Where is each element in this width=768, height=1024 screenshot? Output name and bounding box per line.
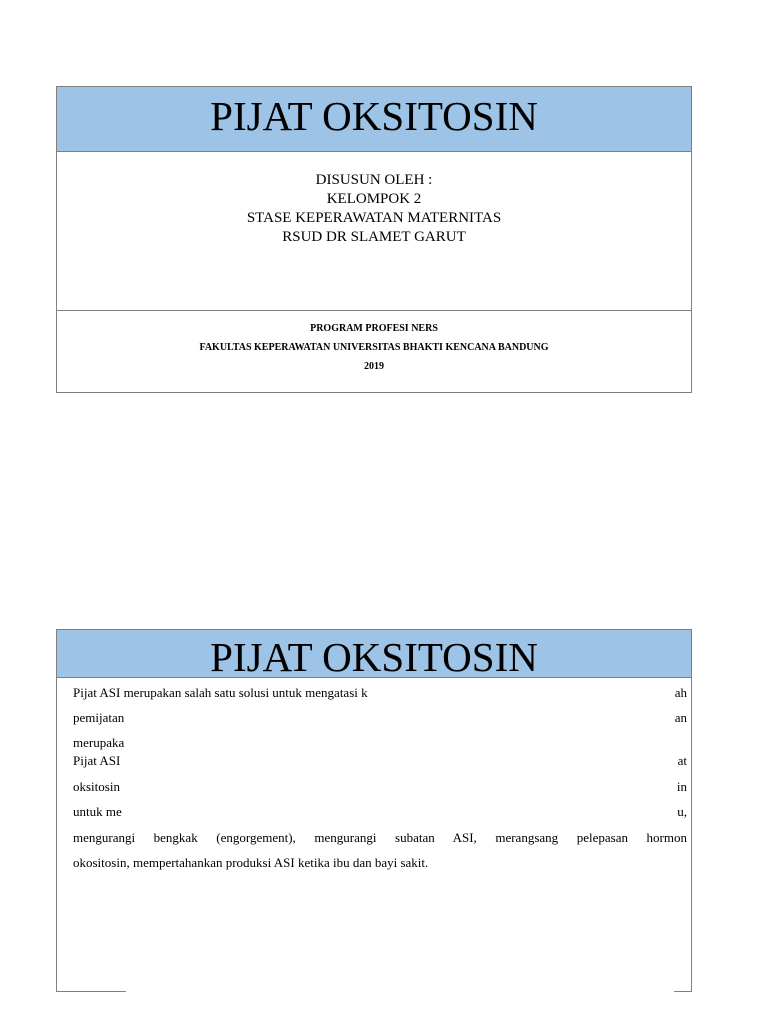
author-block xyxy=(57,152,691,311)
text-fragment: ah xyxy=(674,685,687,700)
paragraph-line xyxy=(73,748,687,774)
faculty-line: FAKULTAS KEPERAWATAN UNIVERSITAS BHAKTI KENCANA BANDUNG xyxy=(199,342,549,353)
paragraph-line xyxy=(73,774,687,800)
paragraph-line xyxy=(73,705,687,730)
paragraph-line xyxy=(73,799,687,825)
institution-block xyxy=(57,311,691,376)
paragraph-line: mengurangi bengkak (engorgement), mengurangi subatan ASI, merangsang pelepasan hormon xyxy=(73,829,687,845)
paragraph-line xyxy=(73,680,687,705)
author-line: RSUD DR SLAMET GARUT xyxy=(282,229,466,245)
text-fragment: Pijat ASI merupakan salah satu solusi untuk mengatasi k xyxy=(73,685,368,700)
paragraph-line: okositosin, mempertahankan produksi ASI ketika ibu dan bayi sakit. xyxy=(73,855,429,870)
text-fragment: pemijatan xyxy=(73,710,125,725)
cover-title: PIJAT OKSITOSIN xyxy=(57,87,691,152)
author-line: KELOMPOK 2 xyxy=(326,191,422,207)
text-fragment: untuk me xyxy=(73,804,122,819)
text-fragment: Pijat ASI xyxy=(73,753,121,768)
text-fragment: at xyxy=(677,753,687,768)
content-slide xyxy=(56,629,692,992)
year-line: 2019 xyxy=(364,361,384,372)
content-title: PIJAT OKSITOSIN xyxy=(57,630,691,678)
paragraph-1 xyxy=(73,680,687,755)
text-fragment: merupaka xyxy=(73,735,125,750)
border-gap xyxy=(126,989,674,995)
text-fragment: oksitosin xyxy=(73,778,120,794)
paragraph-2 xyxy=(73,748,687,876)
cover-slide xyxy=(56,86,692,393)
text-fragment: an xyxy=(674,710,687,725)
author-line: DISUSUN OLEH : xyxy=(315,172,433,188)
text-fragment: in xyxy=(676,778,687,794)
author-line: STASE KEPERAWATAN MATERNITAS xyxy=(246,210,502,226)
program-line: PROGRAM PROFESI NERS xyxy=(310,323,438,334)
text-fragment: u, xyxy=(677,804,687,819)
